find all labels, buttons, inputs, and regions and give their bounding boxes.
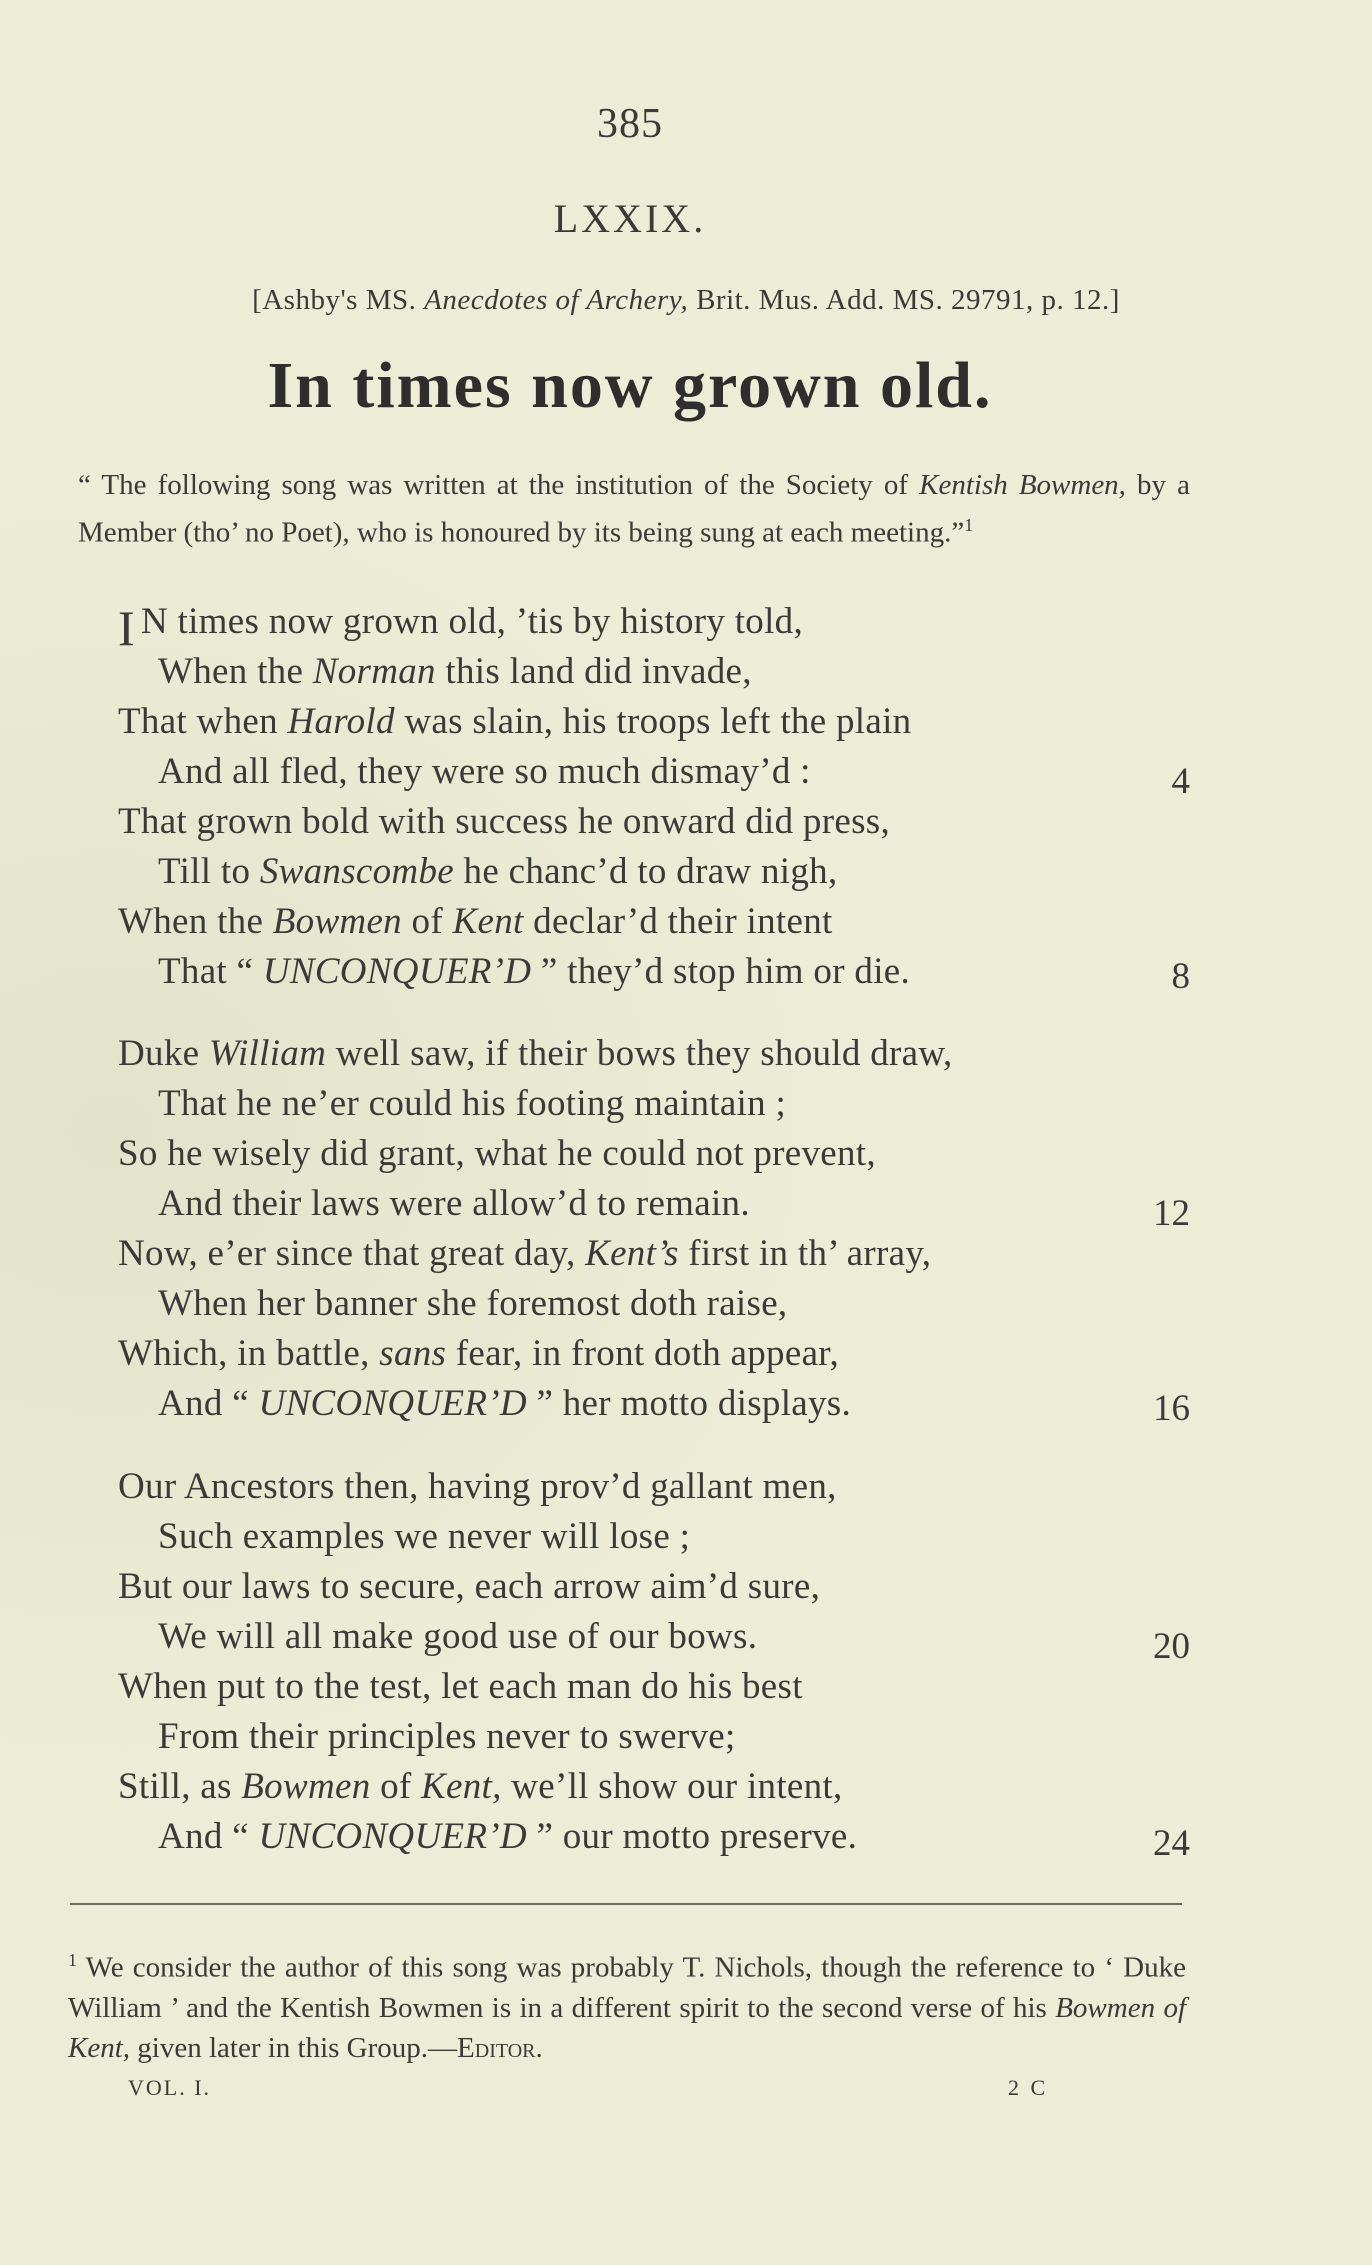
- poem-line-11: [118, 1132, 876, 1175]
- line-number: 24: [1153, 1823, 1190, 1864]
- poem-line-17: [118, 1465, 837, 1508]
- poem-italic: William: [208, 1033, 327, 1074]
- poem-italic: Kent: [452, 901, 524, 942]
- poem-text: ” her motto displays.: [526, 1383, 852, 1424]
- footnote-text-2: given later in this Group.—: [130, 2031, 458, 2064]
- poem-text: was slain, his troops left the plain: [394, 701, 912, 742]
- poem-text: this land did invade,: [435, 651, 752, 692]
- footnote-editor: Editor.: [457, 2031, 543, 2064]
- poem-text: declar’d their intent: [523, 901, 833, 942]
- poem-italic: Swanscombe: [259, 851, 454, 892]
- poem-italic: sans: [379, 1333, 447, 1374]
- poem-line-14: [158, 1282, 787, 1325]
- poem-italic: Harold: [287, 701, 395, 742]
- poem-line-7: [118, 900, 833, 943]
- poem-text: That when: [118, 701, 288, 742]
- song-title: In times now grown old.: [267, 349, 993, 422]
- poem-italic: Norman: [312, 651, 436, 692]
- poem-text: Duke: [118, 1033, 209, 1074]
- source-rest: Brit. Mus. Add. MS. 29791, p. 12.]: [688, 284, 1120, 316]
- poem-text: And “: [158, 1816, 259, 1857]
- poem-text: When the: [158, 651, 313, 692]
- poem-text: of: [370, 1766, 422, 1807]
- footnote-divider: [70, 1903, 1182, 1905]
- poem-text: fear, in front doth appear,: [446, 1333, 839, 1374]
- line-number: 8: [1171, 956, 1190, 997]
- intro-paragraph: [78, 465, 1190, 553]
- poem-text: first in th’ array,: [678, 1233, 932, 1274]
- poem-italic: Kent’s: [585, 1233, 679, 1274]
- poem-text: we’ll show our intent,: [501, 1766, 843, 1807]
- poem-line-4: [158, 750, 811, 793]
- line-number: 4: [1171, 761, 1190, 802]
- poem-italic: UNCONQUER’D: [258, 1383, 527, 1424]
- poem-text: So he wisely did grant, what he could not prevent,: [118, 1133, 876, 1174]
- poem-line-24: [158, 1815, 857, 1858]
- poem-line-9: [118, 1032, 953, 1075]
- source-open: [Ashby's MS.: [252, 284, 425, 316]
- poem-italic: UNCONQUER’D: [262, 951, 532, 992]
- footnote: [68, 1940, 1186, 2068]
- poem-italic: Bowmen: [241, 1766, 371, 1807]
- poem-line-16: [158, 1382, 851, 1425]
- drop-cap: I: [118, 600, 135, 656]
- poem-line-23: [118, 1765, 843, 1808]
- intro-text-2: by a Member (tho’ no Poet), who is honoured by its being sung at each meeting.”: [78, 469, 1190, 549]
- poem-line-10: [158, 1082, 786, 1125]
- poem-line-6: [158, 850, 838, 893]
- poem-text: Still, as: [118, 1766, 242, 1807]
- poem-line-1: [118, 600, 804, 656]
- poem-italic: Kent,: [421, 1766, 502, 1807]
- line-number: 12: [1153, 1193, 1190, 1234]
- poem-line-3: [118, 700, 911, 743]
- poem-text: We will all make good use of our bows.: [158, 1616, 758, 1657]
- poem-line-8: [158, 950, 910, 993]
- poem-text: ” our motto preserve.: [526, 1816, 858, 1857]
- poem-text: he chanc’d to draw nigh,: [453, 851, 838, 892]
- poem-text: N times now grown old, ’tis by history told,: [140, 601, 804, 642]
- footnote-text-1: We consider the author of this song was probably T. Nichols, though the reference to ‘ Duke William ’ and the Kentish Bowmen is in a different spirit to the second verse of his: [68, 1951, 1186, 2024]
- poem-line-5: [118, 800, 890, 843]
- line-number: 16: [1153, 1388, 1190, 1429]
- poem-line-2: [158, 650, 752, 693]
- poem-italic: Bowmen: [272, 901, 402, 942]
- poem-text: That he ne’er could his footing maintain ;: [158, 1083, 787, 1124]
- page-number: 385: [597, 101, 663, 147]
- poem-line-18: [158, 1515, 690, 1558]
- poem-text: Till to: [158, 851, 260, 892]
- poem-text: Which, in battle,: [118, 1333, 380, 1374]
- poem-italic: UNCONQUER’D: [258, 1816, 527, 1857]
- poem-text: Such examples we never will lose ;: [158, 1516, 691, 1557]
- source-italic: Anecdotes of Archery,: [424, 284, 689, 316]
- poem-text: When her banner she foremost doth raise,: [158, 1283, 788, 1324]
- poem-text: When put to the test, let each man do his best: [118, 1666, 803, 1707]
- poem-line-12: [158, 1182, 750, 1225]
- intro-text-1: “ The following song was written at the institution of the Society of: [78, 469, 920, 501]
- poem-text: But our laws to secure, each arrow aim’d sure,: [118, 1566, 821, 1607]
- poem-text: And all fled, they were so much dismay’d :: [158, 751, 811, 792]
- poem-text: And their laws were allow’d to remain.: [158, 1183, 750, 1224]
- footnote-reference: 1: [964, 515, 974, 535]
- poem-line-13: [118, 1232, 931, 1275]
- poem-text: From their principles never to swerve;: [158, 1716, 736, 1757]
- poem-line-15: [118, 1332, 839, 1375]
- poem-text: of: [401, 901, 453, 942]
- line-number: 20: [1153, 1626, 1190, 1667]
- source-citation: [0, 284, 1372, 317]
- footnote-mark: 1: [68, 1950, 77, 1970]
- poem-text: ” they’d stop him or die.: [531, 951, 911, 992]
- poem-text: That “: [158, 951, 263, 992]
- poem-text: Now, e’er since that great day,: [118, 1233, 586, 1274]
- section-number: LXXIX.: [553, 196, 707, 241]
- poem-text: When the: [118, 901, 273, 942]
- poem-line-20: [158, 1615, 757, 1658]
- poem-text: Our Ancestors then, having prov’d gallant men,: [118, 1466, 837, 1507]
- poem-line-19: [118, 1565, 820, 1608]
- poem-line-22: [158, 1715, 736, 1758]
- intro-italic: Kentish Bowmen,: [919, 469, 1126, 501]
- poem-text: And “: [158, 1383, 259, 1424]
- gathering-signature: 2 C: [1008, 2075, 1049, 2100]
- volume-signature: VOL. I.: [128, 2075, 212, 2100]
- footnote-italic: Bowmen of Kent,: [68, 1991, 1186, 2064]
- poem-text: well saw, if their bows they should draw,: [326, 1033, 953, 1074]
- poem-text: That grown bold with success he onward did press,: [118, 801, 891, 842]
- poem-line-21: [118, 1665, 803, 1708]
